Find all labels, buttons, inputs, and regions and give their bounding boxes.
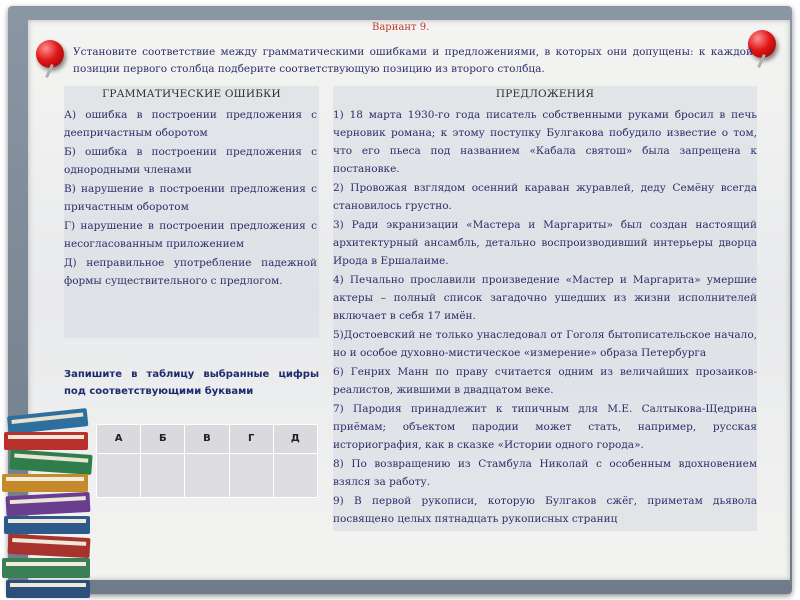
- answer-cell-d[interactable]: [273, 454, 317, 498]
- variant-title: Вариант 9.: [372, 22, 430, 33]
- sentence-item: 5)Достоевский не только унаследовал от Гоголя бытописательское начало, но и особое духовно-мистическое «измерение» образа Петербурга: [333, 329, 757, 359]
- sentence-item: 8) По возвращению из Стамбула Николай с особенным вдохновением взялся за работу.: [333, 458, 757, 488]
- column-header-errors: ГРАММАТИЧЕСКИЕ ОШИБКИ: [102, 88, 281, 100]
- answer-header-b: Б: [141, 425, 185, 454]
- sentence-item: 1) 18 марта 1930-го года писатель собственными руками бросил в печь черновик романа; к этому поступку Булгакова побудило известие о том, что его пьеса под названием «Кабала святош» была запрещена к постановке.: [333, 109, 757, 175]
- column-header-sentences: ПРЕДЛОЖЕНИЯ: [495, 88, 595, 100]
- book-stack-icon: [0, 404, 100, 600]
- error-item: А) ошибка в построении предложения с деепричастным оборотом: [64, 109, 317, 139]
- error-item: Г) нарушение в построении предложения с несогласованным приложением: [64, 220, 317, 250]
- grammar-errors-column: [64, 86, 319, 338]
- sentences-column: [333, 86, 757, 531]
- answer-cell-v[interactable]: [185, 454, 229, 498]
- error-item: Д) неправильное употребление падежной формы существительного с предлогом.: [64, 257, 317, 287]
- answer-table: [96, 424, 318, 498]
- sentence-item: 9) В первой рукописи, которую Булгаков сжёг, приметам дьявола посвящено целых пятнадцать рукописных страниц: [333, 495, 757, 525]
- sentence-item: 7) Пародия принадлежит к типичным для М.Е. Салтыкова-Щедрина приёмам; объектом пародии может стать, например, русская историография, как в сказке «Истории одного города».: [333, 403, 757, 451]
- error-item: Б) ошибка в построении предложения с однородными членами: [64, 146, 317, 176]
- answer-cell-a[interactable]: [97, 454, 141, 498]
- answer-header-a: А: [97, 425, 141, 454]
- sentence-item: 4) Печально прославили произведение «Мастер и Маргарита» умершие актеры – полный список загадочно ушедших из жизни исполнителей включает в себя 17 имён.: [333, 274, 757, 322]
- sentence-item: 2) Провожая взглядом осенний караван журавлей, деду Семёну всегда становилось грустно.: [333, 182, 757, 212]
- sentence-item: 3) Ради экранизации «Мастера и Маргариты» был создан настоящий архитектурный ансамбль, детально воспроизводивший интерьеры дворца Ирода в Ершалаиме.: [333, 219, 757, 267]
- red-pushpin-icon: [36, 40, 64, 68]
- task-instructions: Установите соответствие между грамматическими ошибками и предложениями, в которых они допущены: к каждой позиции первого столбца подберите соответствующую позицию из второго столбца.: [73, 46, 753, 75]
- answer-header-v: В: [185, 425, 229, 454]
- answer-instruction: Запишите в таблицу выбранные цифры под соответствующими буквами: [64, 369, 319, 397]
- answer-cell-b[interactable]: [141, 454, 185, 498]
- answer-cell-g[interactable]: [229, 454, 273, 498]
- error-item: В) нарушение в построении предложения с причастным оборотом: [64, 183, 317, 213]
- answer-header-d: Д: [273, 425, 317, 454]
- sentence-item: 6) Генрих Манн по праву считается одним из величайших прозаиков-реалистов, жившими в двадцатом веке.: [333, 366, 757, 396]
- answer-header-g: Г: [229, 425, 273, 454]
